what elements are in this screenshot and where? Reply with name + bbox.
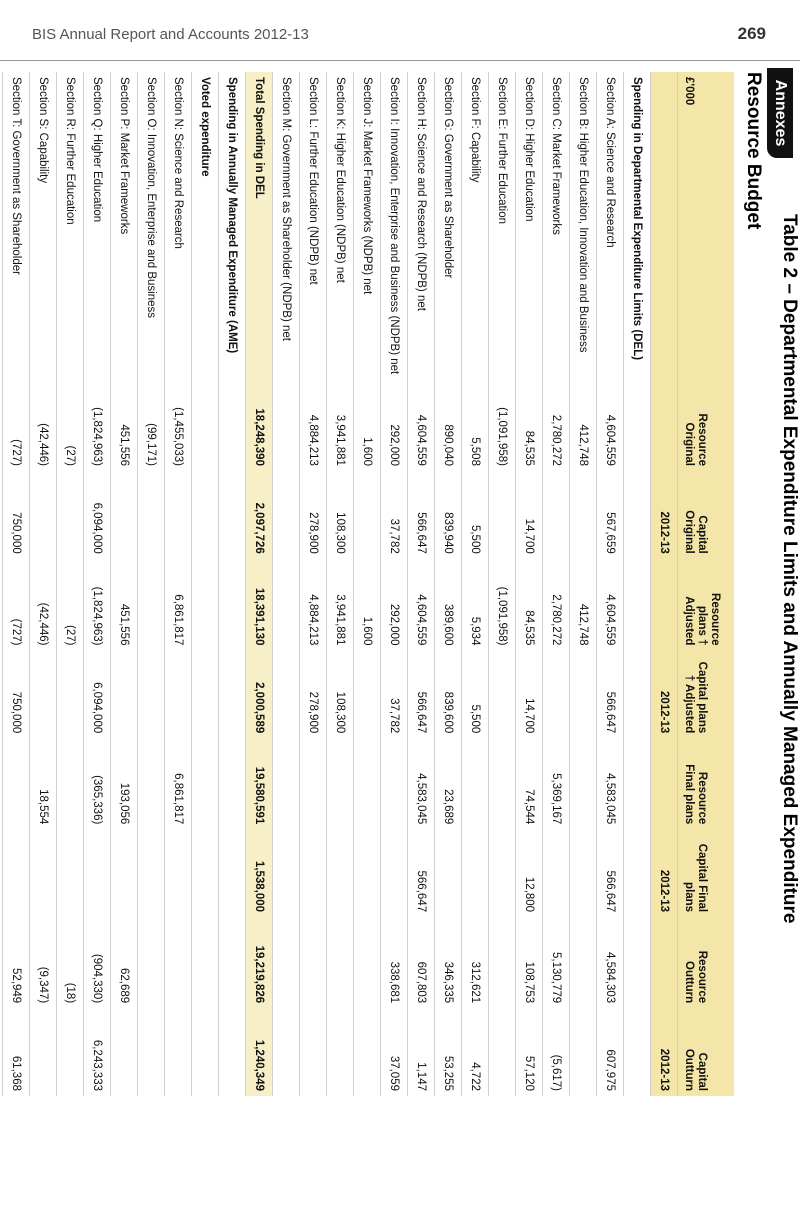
table-row	[192, 72, 219, 1096]
year-label: 2012-13	[651, 559, 678, 739]
row-value: 278,900	[300, 471, 327, 559]
row-value	[138, 650, 165, 738]
row-value	[138, 471, 165, 559]
unit-header: £'000	[678, 72, 735, 379]
row-value: 53,255	[435, 1008, 462, 1096]
column-header: Resource Outturn	[678, 917, 735, 1008]
table-row	[408, 72, 435, 1096]
row-value	[570, 1008, 597, 1096]
row-description: Section N: Science and Research	[165, 72, 192, 379]
row-value: 566,647	[597, 650, 624, 738]
row-value: 2,097,726	[246, 471, 273, 559]
row-value	[354, 829, 381, 917]
row-value: 4,604,559	[408, 379, 435, 471]
row-value: 18,248,390	[246, 379, 273, 471]
row-value	[192, 559, 219, 651]
row-value: 566,647	[408, 650, 435, 738]
row-value: 19,580,591	[246, 738, 273, 829]
row-description: Section L: Further Education (NDPB) net	[300, 72, 327, 379]
row-value: (727)	[3, 379, 30, 471]
row-value	[273, 829, 300, 917]
table-header-row	[678, 72, 735, 1096]
row-description: Section M: Government as Shareholder (NDPB) net	[273, 72, 300, 379]
row-value	[57, 471, 84, 559]
row-value	[462, 829, 489, 917]
row-description: Section H: Science and Research (NDPB) net	[408, 72, 435, 379]
row-value	[327, 738, 354, 829]
row-value: 2,780,272	[543, 379, 570, 471]
row-value	[0, 650, 3, 738]
year-label: 2012-13	[651, 379, 678, 559]
row-value: 750,000	[3, 471, 30, 559]
row-value	[219, 559, 246, 651]
row-value: 37,782	[381, 650, 408, 738]
row-value	[0, 1008, 3, 1096]
year-row-blank	[651, 72, 678, 379]
row-value	[0, 829, 3, 917]
row-value: (18)	[57, 917, 84, 1008]
column-header: Resource Original	[678, 379, 735, 471]
row-value	[0, 738, 3, 829]
row-value: (42,446)	[30, 379, 57, 471]
row-description: Section C: Market Frameworks	[543, 72, 570, 379]
row-value	[300, 917, 327, 1008]
row-value: 5,500	[462, 471, 489, 559]
row-value: 750,000	[3, 650, 30, 738]
table-row	[435, 72, 462, 1096]
table-row	[111, 72, 138, 1096]
row-value: 1,600	[354, 559, 381, 651]
row-value	[570, 650, 597, 738]
row-value: 890,040	[435, 379, 462, 471]
table-row	[597, 72, 624, 1096]
landscape-table-frame	[0, 66, 800, 1208]
row-description: Section J: Market Frameworks (NDPB) net	[354, 72, 381, 379]
row-description: Section P: Market Frameworks	[111, 72, 138, 379]
row-value	[0, 559, 3, 651]
row-value	[300, 829, 327, 917]
row-value	[273, 917, 300, 1008]
column-header: Capital plans † Adjusted	[678, 650, 735, 738]
row-value: 4,884,213	[300, 559, 327, 651]
row-value: 4,604,559	[597, 559, 624, 651]
table-row	[624, 72, 651, 1096]
table-row	[354, 72, 381, 1096]
row-value	[624, 650, 651, 738]
row-value	[165, 1008, 192, 1096]
row-value	[273, 559, 300, 651]
table-row	[300, 72, 327, 1096]
row-value	[543, 829, 570, 917]
table-row	[516, 72, 543, 1096]
row-value	[192, 650, 219, 738]
page-number: 269	[737, 24, 766, 43]
row-value: 6,243,333	[84, 1008, 111, 1096]
row-value	[219, 1008, 246, 1096]
row-value: 6,094,000	[84, 471, 111, 559]
row-value	[273, 738, 300, 829]
row-value: 4,584,303	[597, 917, 624, 1008]
row-value	[489, 1008, 516, 1096]
row-value: 108,300	[327, 471, 354, 559]
row-value: 14,700	[516, 471, 543, 559]
row-value: 5,934	[462, 559, 489, 651]
row-value	[84, 829, 111, 917]
row-value: (904,330)	[84, 917, 111, 1008]
row-value	[624, 829, 651, 917]
column-header: Resource plans † Adjusted	[678, 559, 735, 651]
row-value: 37,059	[381, 1008, 408, 1096]
row-value: 5,500	[462, 650, 489, 738]
row-value	[192, 738, 219, 829]
row-value: 412,748	[570, 379, 597, 471]
row-description: Section I: Innovation, Enterprise and Business (NDPB) net	[381, 72, 408, 379]
table-row	[273, 72, 300, 1096]
row-description: Spending in Departmental Expenditure Limits (DEL)	[624, 72, 651, 379]
row-value: (1,824,963)	[84, 379, 111, 471]
row-value: (9,347)	[30, 917, 57, 1008]
row-value: 566,647	[597, 829, 624, 917]
row-value	[165, 829, 192, 917]
row-value	[192, 829, 219, 917]
row-value	[192, 379, 219, 471]
table-row	[57, 72, 84, 1096]
table-body	[0, 72, 651, 1096]
row-value: (99,171)	[138, 379, 165, 471]
row-value: 3,941,881	[327, 559, 354, 651]
row-description: Section D: Higher Education	[516, 72, 543, 379]
row-description	[0, 72, 3, 379]
row-value	[57, 738, 84, 829]
row-value: 74,544	[516, 738, 543, 829]
row-value: (42,446)	[30, 559, 57, 651]
row-value	[624, 738, 651, 829]
table-row	[246, 72, 273, 1096]
row-value	[219, 650, 246, 738]
row-value	[138, 559, 165, 651]
row-value: 23,689	[435, 738, 462, 829]
row-value: 389,600	[435, 559, 462, 651]
row-value: 839,600	[435, 650, 462, 738]
row-value	[138, 829, 165, 917]
row-value: 839,940	[435, 471, 462, 559]
row-value	[192, 917, 219, 1008]
row-value: 607,975	[597, 1008, 624, 1096]
table-row	[381, 72, 408, 1096]
row-value	[219, 471, 246, 559]
document-title: BIS Annual Report and Accounts 2012-13	[32, 26, 309, 43]
row-value: 6,094,000	[84, 650, 111, 738]
column-header: Resource Final plans	[678, 738, 735, 829]
row-value	[435, 829, 462, 917]
row-value: 412,748	[570, 559, 597, 651]
table-title: Table 2 – Departmental Expenditure Limits and Annually Managed Expenditure	[779, 214, 800, 924]
row-value	[354, 917, 381, 1008]
row-value: 4,604,559	[597, 379, 624, 471]
row-value: 607,803	[408, 917, 435, 1008]
row-value	[462, 738, 489, 829]
row-value	[165, 471, 192, 559]
row-value: 193,056	[111, 738, 138, 829]
row-value: 278,900	[300, 650, 327, 738]
row-value: 4,722	[462, 1008, 489, 1096]
row-value: 108,300	[327, 650, 354, 738]
row-value: 6,861,817	[165, 738, 192, 829]
row-description: Total Spending in DEL	[246, 72, 273, 379]
table-row	[462, 72, 489, 1096]
row-value	[327, 1008, 354, 1096]
row-value: 5,508	[462, 379, 489, 471]
column-header: Capital Final plans	[678, 829, 735, 917]
row-value: (727)	[3, 559, 30, 651]
row-value	[489, 738, 516, 829]
row-value: 84,535	[516, 559, 543, 651]
row-value	[57, 1008, 84, 1096]
row-value	[354, 471, 381, 559]
row-value: 2,780,272	[543, 559, 570, 651]
row-value: (1,091,958)	[489, 379, 516, 471]
row-value	[570, 738, 597, 829]
row-value	[300, 738, 327, 829]
row-description: Spending in Annually Managed Expenditure (AME)	[219, 72, 246, 379]
row-value	[219, 379, 246, 471]
row-value	[30, 471, 57, 559]
row-value: 451,556	[111, 379, 138, 471]
row-value	[624, 379, 651, 471]
row-value	[489, 829, 516, 917]
table-row	[30, 72, 57, 1096]
row-value: 108,753	[516, 917, 543, 1008]
table-subtitle: Resource Budget	[743, 72, 764, 230]
row-value	[57, 650, 84, 738]
row-value	[273, 379, 300, 471]
row-description: Section E: Further Education	[489, 72, 516, 379]
row-value	[57, 829, 84, 917]
row-value: 4,583,045	[597, 738, 624, 829]
row-value: 1,147	[408, 1008, 435, 1096]
row-value: 14,700	[516, 650, 543, 738]
row-value: 292,000	[381, 379, 408, 471]
page-header	[0, 0, 800, 68]
row-value	[111, 829, 138, 917]
row-value	[327, 829, 354, 917]
row-description: Voted expenditure	[192, 72, 219, 379]
row-value	[165, 917, 192, 1008]
row-description: Section T: Government as Shareholder	[3, 72, 30, 379]
row-value	[570, 917, 597, 1008]
row-value: 62,689	[111, 917, 138, 1008]
row-value: 2,000,589	[246, 650, 273, 738]
row-value: 338,681	[381, 917, 408, 1008]
row-value	[489, 650, 516, 738]
row-value: 52,949	[3, 917, 30, 1008]
year-label: 2012-13	[651, 917, 678, 1096]
row-value: 37,782	[381, 471, 408, 559]
row-value	[273, 650, 300, 738]
row-value	[381, 829, 408, 917]
row-value	[30, 650, 57, 738]
row-value: 566,647	[408, 829, 435, 917]
row-value: 4,604,559	[408, 559, 435, 651]
row-value	[354, 650, 381, 738]
row-value: (27)	[57, 379, 84, 471]
table-row	[219, 72, 246, 1096]
row-value	[192, 1008, 219, 1096]
row-value	[624, 1008, 651, 1096]
row-value	[3, 738, 30, 829]
row-value	[543, 471, 570, 559]
row-value	[30, 829, 57, 917]
annexes-tab: Annexes	[767, 68, 793, 158]
row-value: 57,120	[516, 1008, 543, 1096]
row-value	[354, 738, 381, 829]
row-value: (5,617)	[543, 1008, 570, 1096]
row-value: (27)	[57, 559, 84, 651]
row-value	[381, 738, 408, 829]
row-value: 566,647	[408, 471, 435, 559]
row-value	[300, 1008, 327, 1096]
table-row	[489, 72, 516, 1096]
row-description: Section S: Capability	[30, 72, 57, 379]
row-value: (1,824,963)	[84, 559, 111, 651]
row-value: 3,941,881	[327, 379, 354, 471]
table-row	[165, 72, 192, 1096]
row-value	[192, 471, 219, 559]
row-value	[0, 917, 3, 1008]
row-value: (1,455,033)	[165, 379, 192, 471]
row-value: 451,556	[111, 559, 138, 651]
row-value	[489, 471, 516, 559]
row-value	[138, 917, 165, 1008]
row-value	[111, 1008, 138, 1096]
row-value: 18,391,130	[246, 559, 273, 651]
table-row	[327, 72, 354, 1096]
row-value: 567,659	[597, 471, 624, 559]
row-value	[219, 917, 246, 1008]
row-value	[273, 1008, 300, 1096]
row-value	[624, 917, 651, 1008]
row-value: 18,554	[30, 738, 57, 829]
expenditure-table	[0, 72, 734, 1096]
row-value: 12,800	[516, 829, 543, 917]
row-value	[0, 379, 3, 471]
row-value: 1,538,000	[246, 829, 273, 917]
row-value: 346,335	[435, 917, 462, 1008]
row-value	[165, 650, 192, 738]
row-value	[111, 650, 138, 738]
row-description: Section G: Government as Shareholder	[435, 72, 462, 379]
row-value	[30, 1008, 57, 1096]
row-value	[138, 738, 165, 829]
row-value: 4,884,213	[300, 379, 327, 471]
row-value: 6,861,817	[165, 559, 192, 651]
rotated-page-content	[0, 66, 800, 1208]
row-value	[273, 471, 300, 559]
row-value	[489, 917, 516, 1008]
row-value: 61,368	[3, 1008, 30, 1096]
row-description: Section A: Science and Research	[597, 72, 624, 379]
row-value	[111, 471, 138, 559]
row-value	[624, 559, 651, 651]
row-value: 292,000	[381, 559, 408, 651]
header-rule	[0, 60, 800, 61]
row-value: 4,583,045	[408, 738, 435, 829]
table-row	[0, 72, 3, 1096]
row-value	[570, 829, 597, 917]
row-value	[138, 1008, 165, 1096]
row-description: Section O: Innovation, Enterprise and Business	[138, 72, 165, 379]
table-row	[84, 72, 111, 1096]
table-row	[570, 72, 597, 1096]
row-description: Section F: Capability	[462, 72, 489, 379]
row-value: (365,336)	[84, 738, 111, 829]
table-row	[543, 72, 570, 1096]
row-value: (1,091,958)	[489, 559, 516, 651]
row-value	[354, 1008, 381, 1096]
year-label: 2012-13	[651, 738, 678, 917]
row-value	[3, 829, 30, 917]
row-value	[543, 650, 570, 738]
row-value	[624, 471, 651, 559]
row-value	[219, 738, 246, 829]
table-row	[3, 72, 30, 1096]
row-value: 312,621	[462, 917, 489, 1008]
table-row	[138, 72, 165, 1096]
row-description: Section B: Higher Education, Innovation and Business	[570, 72, 597, 379]
row-value	[327, 917, 354, 1008]
row-value	[570, 471, 597, 559]
year-row	[651, 72, 678, 1096]
row-value	[0, 471, 3, 559]
row-description: Section K: Higher Education (NDPB) net	[327, 72, 354, 379]
row-value: 19,219,826	[246, 917, 273, 1008]
row-description: Section R: Further Education	[57, 72, 84, 379]
row-value: 1,600	[354, 379, 381, 471]
row-value: 1,240,349	[246, 1008, 273, 1096]
row-value: 5,130,779	[543, 917, 570, 1008]
row-value: 5,369,167	[543, 738, 570, 829]
column-header: Capital Original	[678, 471, 735, 559]
row-value	[219, 829, 246, 917]
column-header: Capital Outturn	[678, 1008, 735, 1096]
row-value: 84,535	[516, 379, 543, 471]
row-description: Section Q: Higher Education	[84, 72, 111, 379]
